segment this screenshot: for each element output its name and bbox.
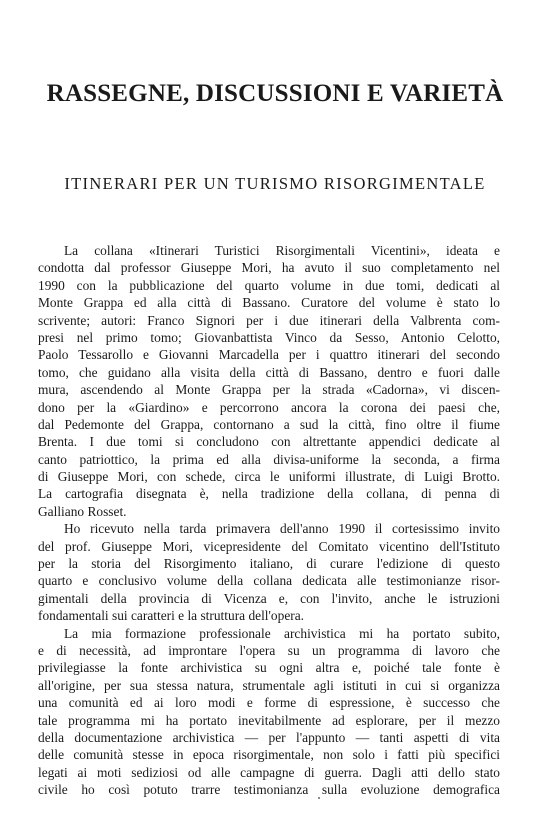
text-line: Galliano Rosset. — [38, 503, 127, 519]
text-line: delle comunità stesse in epoca risorgimentale, non solo i fatti più specifici — [38, 747, 500, 763]
text-line: gimentali della provincia di Vicenza e, con l'invito, anche le istruzioni — [38, 590, 500, 606]
text-line: Paolo Tessarollo e Giovanni Marcadella per i quattro itinerari del secondo — [38, 347, 500, 363]
text-line: di Giuseppe Mori, con schede, circa le uniformi illustrate, di Luigi Brotto. — [38, 469, 500, 485]
text-line: La collana «Itinerari Turistici Risorgimentali Vicentini», ideata e — [64, 243, 500, 258]
text-line: 1990 con la pubblicazione del quarto volume in due tomi, dedicati al — [38, 277, 500, 293]
text-line: una comunità ed ai loro modi e forme di espressione, è successo che — [38, 695, 500, 711]
text-line: all'origine, per sua stessa natura, strumentale agli istituti in cui si organizza — [38, 677, 500, 693]
text-line: La cartografia disegnata è, nella tradizione della collana, di penna di — [38, 486, 500, 502]
article-title: ITINERARI PER UN TURISMO RISORGIMENTALE — [64, 174, 486, 193]
text-line: Ho ricevuto nella tarda primavera dell'anno 1990 il cortesissimo invito — [64, 521, 500, 537]
text-line: La mia formazione professionale archivistica mi ha portato subito, — [64, 625, 500, 641]
text-line: per la storia del Risorgimento italiano, di curare l'edizione di questo — [38, 556, 500, 572]
text-line: quarto e conclusivo volume della collana dedicata alle testimonianze risor- — [38, 573, 500, 589]
text-line: della documentazione archivistica — per l'appunto — tanti aspetti di vita — [38, 729, 500, 745]
text-line: Brenta. I due tomi si concludono con altrettante appendici dedicate al — [38, 434, 500, 450]
text-line: condotta dal professor Giuseppe Mori, ha avuto il suo completamento nel — [38, 260, 500, 276]
text-line: e di necessità, ad improntare l'opera su un programma di lavoro che — [38, 642, 500, 658]
text-line: presi nel primo tomo; Giovanbattista Vinco da Sesso, Antonio Celotto, — [38, 329, 500, 345]
text-line: tale programma mi ha portato inevitabilmente ad esplorare, per il mezzo — [38, 712, 500, 728]
text-line: fondamentali sui caratteri e la struttura dell'opera. — [38, 608, 305, 624]
text-line: Monte Grappa ed alla città di Bassano. Curatore del volume è stato lo — [38, 295, 500, 311]
text-line: civile ho così potuto trarre testimonianza sulla evoluzione demografica — [38, 782, 500, 798]
text-line: legati ai moti sediziosi od alle campagne di guerra. Dagli atti dello stato — [38, 764, 500, 780]
section-title: RASSEGNE, DISCUSSIONI E VARIETÀ — [46, 80, 504, 107]
text-line: privilegiasse la fonte archivistica su ogni altra e, poiché tale fonte è — [38, 660, 500, 676]
text-line: canto patriottico, la prima ed alla divisa-uniforme la seconda, a firma — [38, 451, 500, 467]
text-line: dal Pedemonte del Grappa, contornano a sud la città, fino oltre il fiume — [38, 416, 500, 432]
text-line: dono per la «Giardino» e percorrono ancora la corona dei paesi che, — [38, 399, 500, 415]
text-line: tomo, che guidano alla visita della città di Bassano, dentro e fuori dalle — [38, 364, 500, 380]
text-line: scrivente; autori: Franco Signori per i due itinerari della Valbrenta com- — [38, 312, 500, 328]
text-line: mura, ascendendo al Monte Grappa per la strada «Cadorna», vi discen- — [38, 382, 500, 398]
body-text — [38, 242, 500, 799]
stray-print-mark — [318, 797, 320, 799]
text-line: del prof. Giuseppe Mori, vicepresidente del Comitato vicentino dell'Istituto — [38, 538, 500, 554]
